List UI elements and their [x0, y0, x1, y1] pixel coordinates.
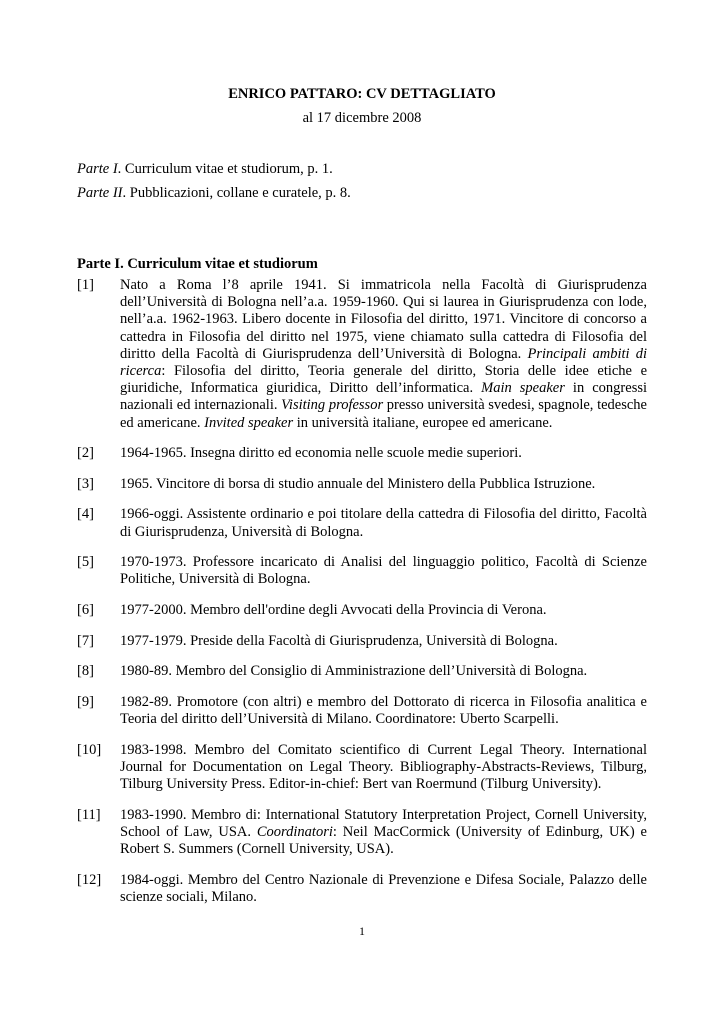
- cv-entry-text: [120, 506, 647, 540]
- cv-entry: [77, 277, 647, 432]
- cv-entry: [77, 663, 647, 680]
- cv-entry-text: [120, 807, 647, 859]
- cv-entry-text: [120, 554, 647, 588]
- cv-entry: [77, 807, 647, 859]
- cv-entry-text-run: 1983-1998. Membro del Comitato scientifico di Current Legal Theory. International Journal for Documentation on Legal Theory. Bibliography-Abstracts-Reviews, Tilburg, Tilburg University Press. Editor-in-chief: Bert van Roermund (Tilburg University).: [120, 741, 647, 792]
- document-title: ENRICO PATTARO: CV DETTAGLIATO: [228, 86, 496, 102]
- toc-part-description: . Curriculum vitae et studiorum, p. 1.: [117, 161, 333, 177]
- table-of-contents: [77, 157, 652, 205]
- cv-entry: [77, 476, 647, 493]
- cv-entry-number: [1]: [77, 277, 94, 293]
- cv-entry-text-run: 1964-1965. Insegna diritto ed economia nelle scuole medie superiori.: [120, 445, 522, 462]
- cv-entry-text: [120, 602, 647, 619]
- cv-entry-text-run: presso università svedesi, spagnole, tedesche ed americane.: [120, 397, 647, 431]
- toc-item: [77, 157, 652, 181]
- document-date: al 17 dicembre 2008: [302, 110, 422, 126]
- toc-part-label: Parte I: [77, 161, 118, 177]
- cv-entry-text: [120, 742, 647, 794]
- cv-entry-text-run: Nato a Roma l’8 aprile 1941. Si immatricola nella Facoltà di Giurisprudenza dell’Università di Bologna nell’a.a. 1959-1960. Qui si laurea in Giurisprudenza con lode, nell’a.a. 1962-1963. Libero docente in Filosofia del diritto, 1971. Vincitore di concorso a cattedra in Filosofia del diritto nel 1975, viene chiamato sulla cattedra di Filosofia del diritto della Facoltà di Giurisprudenza dell’Università di Bologna.: [120, 277, 647, 362]
- cv-entry-text-run: 1965. Vincitore di borsa di studio annuale del Ministero della Pubblica Istruzione.: [120, 475, 596, 492]
- cv-entry-text: [120, 663, 647, 680]
- cv-entry: [77, 506, 647, 540]
- cv-entry-number: [8]: [77, 663, 94, 680]
- cv-entry-text-run: 1983-1990. Membro di: International Statutory Interpretation Project, Cornell University, School of Law, USA.: [120, 806, 647, 840]
- cv-entry-emphasis: Invited speaker: [204, 414, 294, 431]
- cv-entry: [77, 445, 647, 462]
- toc-part-description: . Pubblicazioni, collane e curatele, p. 8.: [122, 185, 351, 201]
- cv-entry-text-run: 1977-1979. Preside della Facoltà di Giurisprudenza, Università di Bologna.: [120, 632, 558, 649]
- cv-entry-emphasis: Principali ambiti di ricerca: [120, 345, 647, 380]
- cv-entry-number: [2]: [77, 445, 94, 462]
- cv-entry: [77, 742, 647, 794]
- cv-entry-text: [120, 872, 647, 906]
- cv-entry-text-run: : Filosofia del diritto, Teoria generale del diritto, Storia delle idee etiche e giuridiche, Informatica giuridica, Diritto dell’informatica.: [120, 363, 647, 397]
- cv-entry: [77, 633, 647, 650]
- cv-entry-number: [10]: [77, 741, 102, 758]
- cv-entry-number: [7]: [77, 632, 94, 649]
- toc-item: [77, 181, 652, 205]
- cv-entry-number: [4]: [77, 506, 94, 523]
- cv-entry-number: [9]: [77, 693, 94, 710]
- page-number: 1: [359, 924, 365, 938]
- cv-entry-text: [120, 277, 647, 432]
- cv-entry-text-run: in università italiane, europee ed americane.: [293, 414, 553, 431]
- cv-entry-text: [120, 476, 647, 493]
- cv-entry: [77, 694, 647, 728]
- cv-entry-number: [5]: [77, 554, 94, 571]
- cv-entry-text-run: 1982-89. Promotore (con altri) e membro del Dottorato di ricerca in Filosofia analitica e Teoria del diritto dell’Università di Milano. Coordinatore: Uberto Scarpelli.: [120, 693, 647, 727]
- cv-entry-text-run: 1970-1973. Professore incaricato di Analisi del linguaggio politico, Facoltà di Scienze Politiche, Università di Bologna.: [120, 554, 647, 588]
- section-heading: Parte I. Curriculum vitae et studiorum: [77, 256, 318, 272]
- cv-entry-text-run: 1977-2000. Membro dell'ordine degli Avvocati della Provincia di Verona.: [120, 602, 547, 618]
- cv-entry-number: [12]: [77, 871, 102, 888]
- cv-entry-emphasis: Coordinatori: [256, 823, 333, 840]
- cv-entry: [77, 554, 647, 588]
- cv-entry: [77, 602, 647, 619]
- cv-entry-number: [3]: [77, 475, 94, 492]
- cv-entry-text: [120, 694, 647, 728]
- cv-entry-text-run: 1966-oggi. Assistente ordinario e poi titolare della cattedra di Filosofia del diritto, Facoltà di Giurisprudenza, Università di Bologna.: [120, 506, 647, 540]
- cv-entry-text: [120, 633, 647, 650]
- cv-entry-text-run: in congressi nazionali ed internazionali.: [120, 380, 648, 414]
- toc-part-label: Parte II: [77, 185, 123, 201]
- cv-entry-text: [120, 445, 647, 462]
- cv-entry-number: [6]: [77, 602, 94, 618]
- cv-entry-emphasis: Visiting professor: [281, 397, 384, 414]
- cv-entry: [77, 872, 647, 906]
- cv-entry-text-run: : Neil MacCormick (University of Edinburg, UK) e Robert S. Summers (Cornell University, USA).: [120, 823, 647, 857]
- cv-entry-text-run: 1980-89. Membro del Consiglio di Amministrazione dell’Università di Bologna.: [120, 663, 588, 680]
- cv-entry-number: [11]: [77, 806, 101, 823]
- cv-entry-list: [77, 277, 647, 919]
- cv-entry-text-run: 1984-oggi. Membro del Centro Nazionale di Prevenzione e Difesa Sociale, Palazzo delle scienze sociali, Milano.: [120, 871, 647, 905]
- cv-entry-emphasis: Main speaker: [481, 380, 565, 397]
